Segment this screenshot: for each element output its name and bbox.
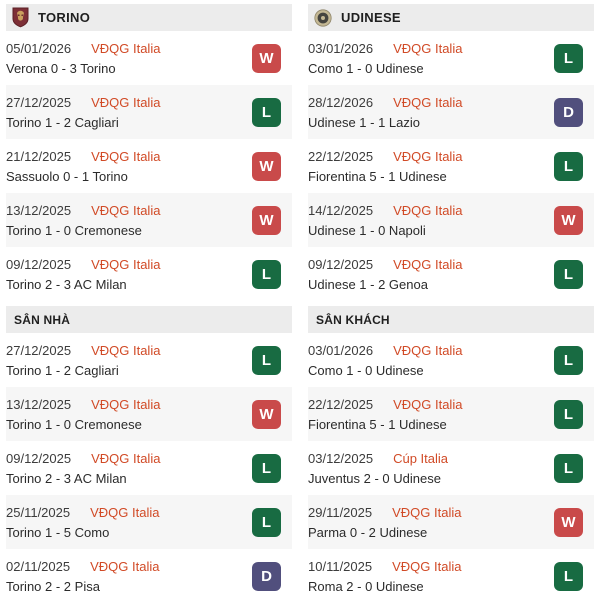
match-row[interactable] [308,387,594,441]
match-info [6,560,159,593]
match-info [6,204,160,237]
outcome-badge: L [252,260,281,289]
league-label: VĐQG Italia [91,256,161,272]
away-list-udinese [308,333,594,603]
league-label: VĐQG Italia [91,450,161,466]
outcome-badge: L [554,152,583,181]
outcome-badge: W [252,400,281,429]
match-date: 09/12/2025 [6,256,72,272]
league-label: VĐQG Italia [90,504,160,520]
league-label: VĐQG Italia [91,342,161,358]
outcome-badge: L [554,44,583,73]
outcome-badge: W [252,44,281,73]
outcome-badge: L [252,454,281,483]
match-info [6,150,160,183]
match-result: Torino 2 - 2 Pisa [6,578,100,594]
section-header-away [308,306,594,333]
match-info [6,506,159,539]
match-row[interactable] [308,85,594,139]
match-result: Como 1 - 0 Udinese [308,362,424,378]
league-label: VĐQG Italia [392,504,462,520]
home-list-torino [6,333,292,603]
udinese-crest-icon [314,9,332,27]
outcome-badge: L [554,562,583,591]
match-result: Fiorentina 5 - 1 Udinese [308,416,447,432]
match-date: 28/12/2026 [308,94,374,110]
team-name: TORINO [38,10,91,25]
match-info [308,150,462,183]
match-result: Parma 0 - 2 Udinese [308,524,428,540]
outcome-badge: D [554,98,583,127]
team-column-torino [6,4,292,603]
match-result: Juventus 2 - 0 Udinese [308,470,441,486]
match-result: Roma 2 - 0 Udinese [308,578,424,594]
match-date: 09/12/2025 [308,256,374,272]
match-result: Torino 2 - 3 AC Milan [6,276,127,292]
outcome-badge: W [554,206,583,235]
league-label: VĐQG Italia [393,40,463,56]
match-info [308,452,448,485]
match-date: 05/01/2026 [6,40,72,56]
match-row[interactable] [6,139,292,193]
match-result: Udinese 1 - 1 Lazio [308,114,421,130]
outcome-badge: L [554,454,583,483]
outcome-badge: L [554,346,583,375]
match-row[interactable] [6,441,292,495]
match-info [308,204,462,237]
team-column-udinese [308,4,594,603]
match-result: Fiorentina 5 - 1 Udinese [308,168,447,184]
section-header-home [6,306,292,333]
league-label: VĐQG Italia [393,396,463,412]
match-date: 09/12/2025 [6,450,72,466]
outcome-badge: L [252,346,281,375]
league-label: VĐQG Italia [91,202,161,218]
team-header-torino [6,4,292,31]
match-date: 03/12/2025 [308,450,374,466]
match-result: Udinese 1 - 0 Napoli [308,222,426,238]
match-result: Udinese 1 - 2 Genoa [308,276,428,292]
match-info [6,96,160,129]
match-date: 13/12/2025 [6,202,72,218]
match-info [6,344,160,377]
match-date: 03/01/2026 [308,40,374,56]
league-label: VĐQG Italia [393,342,463,358]
match-row[interactable] [6,387,292,441]
match-result: Torino 1 - 0 Cremonese [6,222,142,238]
section-title: SÂN KHÁCH [316,312,390,327]
outcome-badge: W [252,152,281,181]
league-label: VĐQG Italia [393,256,463,272]
match-row[interactable] [6,495,292,549]
match-info [308,506,461,539]
match-result: Torino 1 - 2 Cagliari [6,114,119,130]
match-row[interactable] [6,31,292,85]
league-label: VĐQG Italia [91,94,161,110]
outcome-badge: L [554,400,583,429]
match-date: 10/11/2025 [308,558,373,574]
match-result: Como 1 - 0 Udinese [308,60,424,76]
match-info [308,42,462,75]
league-label: VĐQG Italia [393,148,463,164]
league-label: VĐQG Italia [393,202,463,218]
outcome-badge: D [252,562,281,591]
match-date: 22/12/2025 [308,396,374,412]
league-label: VĐQG Italia [393,94,463,110]
match-info [308,344,462,377]
match-info [308,560,461,593]
league-label: VĐQG Italia [91,396,161,412]
match-info [6,398,160,431]
match-row[interactable] [308,193,594,247]
match-row[interactable] [6,247,292,301]
match-date: 21/12/2025 [6,148,72,164]
match-date: 13/12/2025 [6,396,72,412]
league-label: Cúp Italia [393,450,448,466]
match-info [308,96,462,129]
match-row[interactable] [308,333,594,387]
team-header-udinese [308,4,594,31]
match-result: Verona 0 - 3 Torino [6,60,116,76]
match-result: Torino 2 - 3 AC Milan [6,470,127,486]
outcome-badge: L [252,508,281,537]
match-info [308,398,462,431]
outcome-badge: W [554,508,583,537]
league-label: VĐQG Italia [90,558,160,574]
match-date: 27/12/2025 [6,342,72,358]
outcome-badge: L [252,98,281,127]
match-row[interactable] [308,247,594,301]
outcome-badge: W [252,206,281,235]
section-title: SÂN NHÀ [14,312,71,327]
match-result: Torino 1 - 0 Cremonese [6,416,142,432]
match-row[interactable] [6,333,292,387]
form-list-torino [6,31,292,301]
match-info [308,258,462,291]
match-date: 22/12/2025 [308,148,374,164]
team-name: UDINESE [341,10,401,25]
match-row[interactable] [6,85,292,139]
form-list-udinese [308,31,594,301]
torino-crest-icon [12,7,29,28]
match-row[interactable] [308,31,594,85]
match-row[interactable] [308,495,594,549]
league-label: VĐQG Italia [91,40,161,56]
outcome-badge: L [554,260,583,289]
league-label: VĐQG Italia [392,558,462,574]
match-date: 29/11/2025 [308,504,373,520]
match-date: 02/11/2025 [6,558,71,574]
match-row[interactable] [308,441,594,495]
match-info [6,258,160,291]
match-info [6,452,160,485]
match-result: Torino 1 - 2 Cagliari [6,362,119,378]
match-result: Sassuolo 0 - 1 Torino [6,168,128,184]
league-label: VĐQG Italia [91,148,161,164]
match-info [6,42,160,75]
match-date: 25/11/2025 [6,504,71,520]
match-row[interactable] [6,193,292,247]
match-date: 03/01/2026 [308,342,374,358]
match-date: 27/12/2025 [6,94,72,110]
match-date: 14/12/2025 [308,202,374,218]
match-row[interactable] [308,139,594,193]
match-result: Torino 1 - 5 Como [6,524,110,540]
